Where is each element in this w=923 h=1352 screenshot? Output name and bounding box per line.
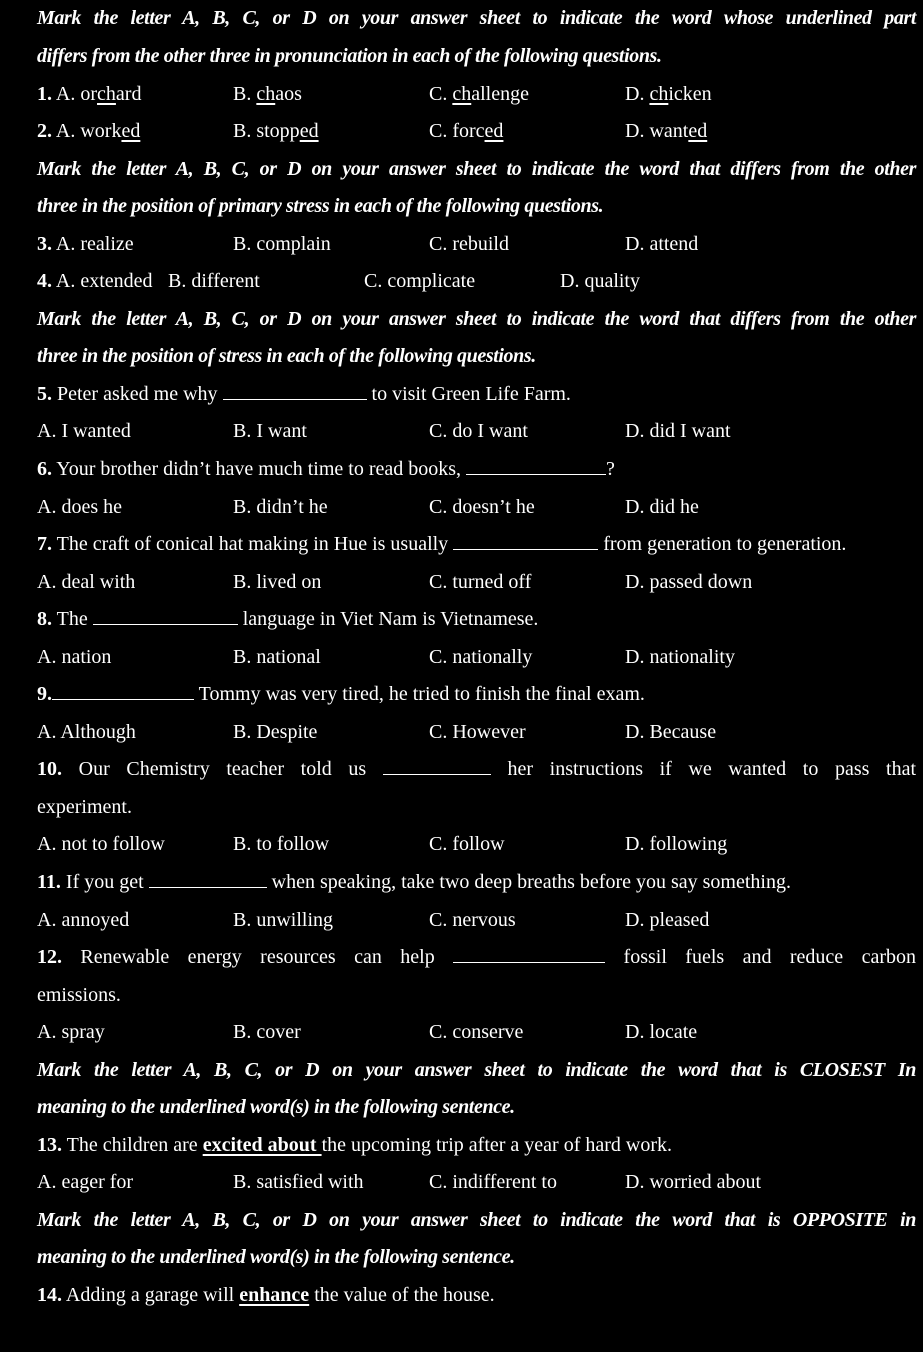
q14-underlined-word: enhance (239, 1284, 310, 1306)
q7-option-a: A. deal with (37, 571, 136, 593)
instruction-opposite-meaning-line-1: Mark the letter A, B, C, or D on your answer sheet to indicate the word that is OPPOSITE in (37, 1209, 916, 1231)
q11-blank (149, 869, 267, 888)
instruction-stress-line-1: Mark the letter A, B, C, or D on your answer sheet to indicate the word that differs from the other (37, 308, 916, 330)
q8-option-d: D. nationality (625, 646, 735, 668)
q6-option-b: B. didn’t he (233, 496, 328, 518)
q9-option-a: A. Although (37, 721, 136, 743)
question-10-stem-continued: experiment. (37, 796, 132, 818)
instruction-closest-meaning-line-2: meaning to the underlined word(s) in the following sentence. (37, 1096, 515, 1118)
q4-option-d: D. quality (560, 270, 640, 292)
question-6-stem: 6. Your brother didn’t have much time to read books, ? (37, 458, 615, 480)
q7-blank (453, 531, 598, 550)
q13-option-d: D. worried about (625, 1171, 762, 1193)
q11-option-d: D. pleased (625, 909, 710, 931)
q4-option-a: 4. A. extended (37, 270, 153, 292)
question-9-stem: 9. Tommy was very tired, he tried to finish the final exam. (37, 683, 645, 705)
q10-option-b: B. to follow (233, 833, 330, 855)
q11-option-a: A. annoyed (37, 909, 130, 931)
q5-option-c: C. do I want (429, 420, 528, 442)
q10-option-a: A. not to follow (37, 833, 165, 855)
instruction-opposite-meaning-line-2: meaning to the underlined word(s) in the following sentence. (37, 1246, 515, 1268)
q5-option-b: B. I want (233, 420, 307, 442)
q4-option-b: B. different (168, 270, 260, 292)
instruction-primary-stress-line-2: three in the position of primary stress in each of the following questions. (37, 195, 604, 217)
q9-option-b: B. Despite (233, 721, 318, 743)
q13-underlined-phrase: excited about (202, 1134, 322, 1156)
q4-option-c: C. complicate (364, 270, 476, 292)
question-5-stem: 5. Peter asked me why to visit Green Life Farm. (37, 383, 571, 405)
q10-option-c: C. follow (429, 833, 505, 855)
q1-option-d: D. chicken (625, 83, 712, 105)
question-14-stem: 14. Adding a garage will enhance the value of the house. (37, 1284, 495, 1306)
q13-option-a: A. eager for (37, 1171, 134, 1193)
q2-option-b: B. stopped (233, 120, 319, 142)
instruction-stress-line-2: three in the position of stress in each of the following questions. (37, 345, 536, 367)
q2-option-a: 2. A. worked (37, 120, 141, 142)
q5-blank (223, 381, 367, 400)
q7-option-d: D. passed down (625, 571, 753, 593)
q12-option-d: D. locate (625, 1021, 698, 1043)
q6-option-c: C. doesn’t he (429, 496, 535, 518)
q11-option-b: B. unwilling (233, 909, 334, 931)
q3-option-a: 3. A. realize (37, 233, 134, 255)
q2-option-c: C. forced (429, 120, 504, 142)
question-13-stem: 13. The children are excited about the upcoming trip after a year of hard work. (37, 1134, 672, 1156)
instruction-primary-stress-line-1: Mark the letter A, B, C, or D on your answer sheet to indicate the word that differs from the other (37, 158, 916, 180)
q13-option-c: C. indifferent to (429, 1171, 557, 1193)
q7-option-b: B. lived on (233, 571, 322, 593)
q1-option-a: 1. A. orchard (37, 83, 142, 105)
q12-blank (453, 944, 605, 963)
q6-option-d: D. did he (625, 496, 699, 518)
question-12-stem-continued: emissions. (37, 984, 121, 1006)
q8-blank (93, 606, 238, 625)
q8-option-c: C. nationally (429, 646, 533, 668)
question-11-stem: 11. If you get when speaking, take two deep breaths before you say something. (37, 871, 791, 893)
q1-option-c: C. challenge (429, 83, 529, 105)
instruction-pronunciation-line-2: differs from the other three in pronunciation in each of the following questions. (37, 45, 662, 67)
q6-blank (466, 456, 606, 475)
q12-option-c: C. conserve (429, 1021, 524, 1043)
q8-option-b: B. national (233, 646, 321, 668)
instruction-closest-meaning-line-1: Mark the letter A, B, C, or D on your answer sheet to indicate the word that is CLOSEST In (37, 1059, 916, 1081)
q3-option-b: B. complain (233, 233, 331, 255)
question-8-stem: 8. The language in Viet Nam is Vietnamese. (37, 608, 539, 630)
q9-option-c: C. However (429, 721, 526, 743)
question-7-stem: 7. The craft of conical hat making in Hue is usually from generation to generation. (37, 533, 847, 555)
q3-option-d: D. attend (625, 233, 699, 255)
q10-blank (383, 756, 491, 775)
q8-option-a: A. nation (37, 646, 112, 668)
q11-option-c: C. nervous (429, 909, 516, 931)
question-12-stem: 12. Renewable energy resources can help fossil fuels and reduce carbon (37, 946, 917, 968)
q12-option-b: B. cover (233, 1021, 301, 1043)
question-10-stem: 10. Our Chemistry teacher told us her instructions if we wanted to pass that (37, 758, 917, 780)
q1-option-b: B. chaos (233, 83, 302, 105)
instruction-pronunciation-line-1: Mark the letter A, B, C, or D on your answer sheet to indicate the word whose underlined part (37, 7, 916, 29)
q9-blank (52, 681, 194, 700)
q3-option-c: C. rebuild (429, 233, 509, 255)
q9-option-d: D. Because (625, 721, 717, 743)
q2-option-d: D. wanted (625, 120, 708, 142)
q5-option-d: D. did I want (625, 420, 731, 442)
q6-option-a: A. does he (37, 496, 122, 518)
q7-option-c: C. turned off (429, 571, 532, 593)
q10-option-d: D. following (625, 833, 728, 855)
q13-option-b: B. satisfied with (233, 1171, 364, 1193)
q12-option-a: A. spray (37, 1021, 105, 1043)
q5-option-a: A. I wanted (37, 420, 131, 442)
